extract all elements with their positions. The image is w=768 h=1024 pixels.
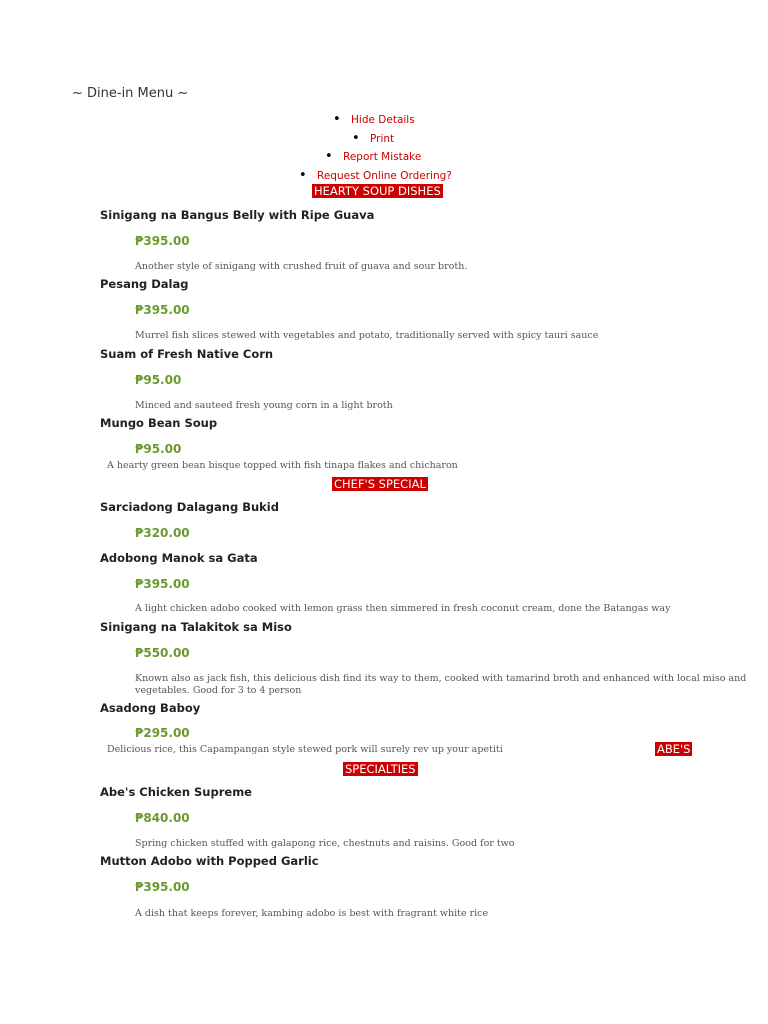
dish-name: Sinigang na Bangus Belly with Ripe Guava (100, 208, 375, 222)
dish-name: Adobong Manok sa Gata (100, 551, 258, 565)
dish-description: Another style of sinigang with crushed fruit of guava and sour broth. (135, 261, 468, 272)
dish-price: ₱295.00 (135, 726, 190, 740)
list-bullet: • (325, 149, 333, 164)
dish-name: Abe's Chicken Supreme (100, 785, 252, 799)
section-header-abes-cont: SPECIALTIES (345, 762, 416, 776)
dish-name: Sarciadong Dalagang Bukid (100, 500, 279, 514)
dish-description: A hearty green bean bisque topped with fish tinapa flakes and chicharon (107, 460, 458, 471)
dish-price: ₱95.00 (135, 442, 182, 456)
dish-name: Suam of Fresh Native Corn (100, 347, 274, 361)
dish-price: ₱395.00 (135, 880, 190, 894)
dish-price: ₱550.00 (135, 646, 190, 660)
dish-name: Asadong Baboy (100, 701, 201, 715)
dish-description: A light chicken adobo cooked with lemon grass then simmered in fresh coconut cream, done the Batangas way (135, 603, 671, 614)
page-title: ~ Dine-in Menu ~ (72, 86, 189, 101)
dish-description-line2: vegetables. Good for 3 to 4 person (135, 685, 302, 696)
dish-name: Mungo Bean Soup (100, 416, 218, 430)
section-header-abes: ABE'S (657, 742, 691, 756)
request-online-ordering-link[interactable]: Request Online Ordering? (317, 170, 452, 182)
dish-price: ₱395.00 (135, 303, 190, 317)
dish-name: Mutton Adobo with Popped Garlic (100, 854, 319, 868)
section-header-soup: HEARTY SOUP DISHES (314, 184, 441, 198)
dish-name: Pesang Dalag (100, 277, 189, 291)
hide-details-link[interactable]: Hide Details (351, 114, 415, 126)
section-header-chef: CHEF'S SPECIAL (334, 477, 426, 491)
list-bullet: • (299, 168, 307, 183)
report-mistake-link[interactable]: Report Mistake (343, 151, 422, 163)
dish-price: ₱95.00 (135, 373, 182, 387)
list-bullet: • (333, 112, 341, 127)
dish-description: Spring chicken stuffed with galapong rice, chestnuts and raisins. Good for two (135, 838, 515, 849)
dish-price: ₱395.00 (135, 234, 190, 248)
dish-description: Murrel fish slices stewed with vegetables and potato, traditionally served with spicy tauri sauce (135, 330, 599, 341)
dish-price: ₱840.00 (135, 811, 190, 825)
dish-price: ₱320.00 (135, 526, 190, 540)
print-link[interactable]: Print (370, 133, 395, 145)
dish-description: A dish that keeps forever, kambing adobo is best with fragrant white rice (135, 908, 489, 919)
dish-description: Delicious rice, this Capampangan style stewed pork will surely rev up your apetiti (107, 744, 503, 755)
dish-description: Minced and sauteed fresh young corn in a light broth (135, 400, 393, 411)
list-bullet: • (352, 131, 360, 146)
dish-name: Sinigang na Talakitok sa Miso (100, 620, 292, 634)
dish-description: Known also as jack fish, this delicious dish find its way to them, cooked with tamarind broth and enhanced with local miso and (135, 673, 747, 684)
dish-price: ₱395.00 (135, 577, 190, 591)
